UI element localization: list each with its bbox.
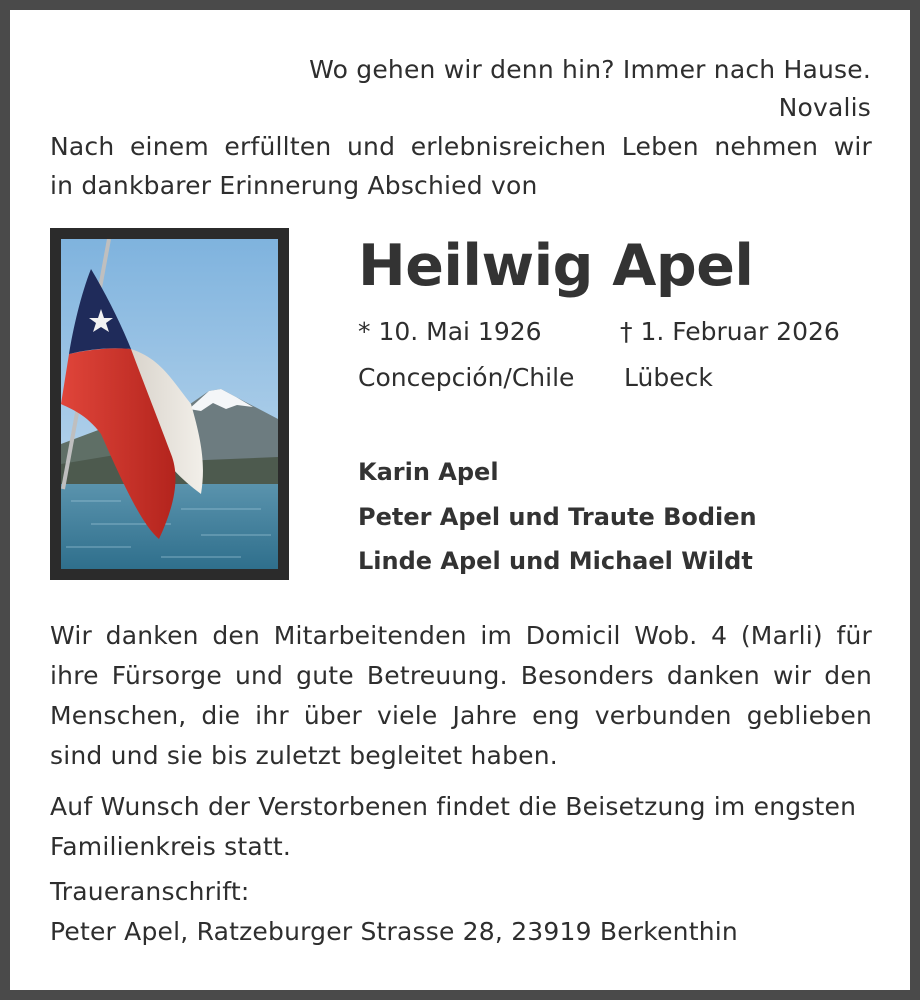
thanks-line: Menschen, die ihr über viele Jahre eng verbunden geblieben xyxy=(50,701,872,730)
birth-date: * 10. Mai 1926 xyxy=(358,317,542,346)
thanks-line: sind und sie bis zuletzt begleitet haben. xyxy=(50,741,558,770)
burial-line: Familienkreis statt. xyxy=(50,832,292,861)
quote-text: Wo gehen wir denn hin? Immer nach Hause. xyxy=(309,55,871,84)
thanks-paragraph xyxy=(50,616,872,776)
death-place: Lübeck xyxy=(624,363,713,392)
thanks-line: Wir danken den Mitarbeitenden im Domicil Wob. 4 (Marli) für xyxy=(50,621,872,650)
memorial-photo xyxy=(50,228,289,580)
birth-place: Concepción/Chile xyxy=(358,363,575,392)
death-date: † 1. Februar 2026 xyxy=(620,317,840,346)
mourner-name: Karin Apel xyxy=(358,458,499,486)
burial-line: Auf Wunsch der Verstorbenen findet die Beisetzung im engsten xyxy=(50,792,857,821)
address-label: Traueranschrift: xyxy=(50,877,250,906)
thanks-line: ihre Fürsorge und gute Betreuung. Besonders danken wir den xyxy=(50,661,872,690)
intro-line-2: in dankbarer Erinnerung Abschied von xyxy=(50,171,538,200)
mourner-name: Peter Apel und Traute Bodien xyxy=(358,503,757,531)
deceased-name: Heilwig Apel xyxy=(358,233,754,299)
mourner-name: Linde Apel und Michael Wildt xyxy=(358,547,753,575)
burial-paragraph xyxy=(50,787,872,867)
flag-mountain-image xyxy=(61,239,278,569)
mourning-address: Peter Apel, Ratzeburger Strasse 28, 23919 Berkenthin xyxy=(50,917,738,946)
intro-line-1: Nach einem erfüllten und erlebnisreichen Leben nehmen wir xyxy=(50,132,872,161)
quote-author: Novalis xyxy=(778,93,871,122)
